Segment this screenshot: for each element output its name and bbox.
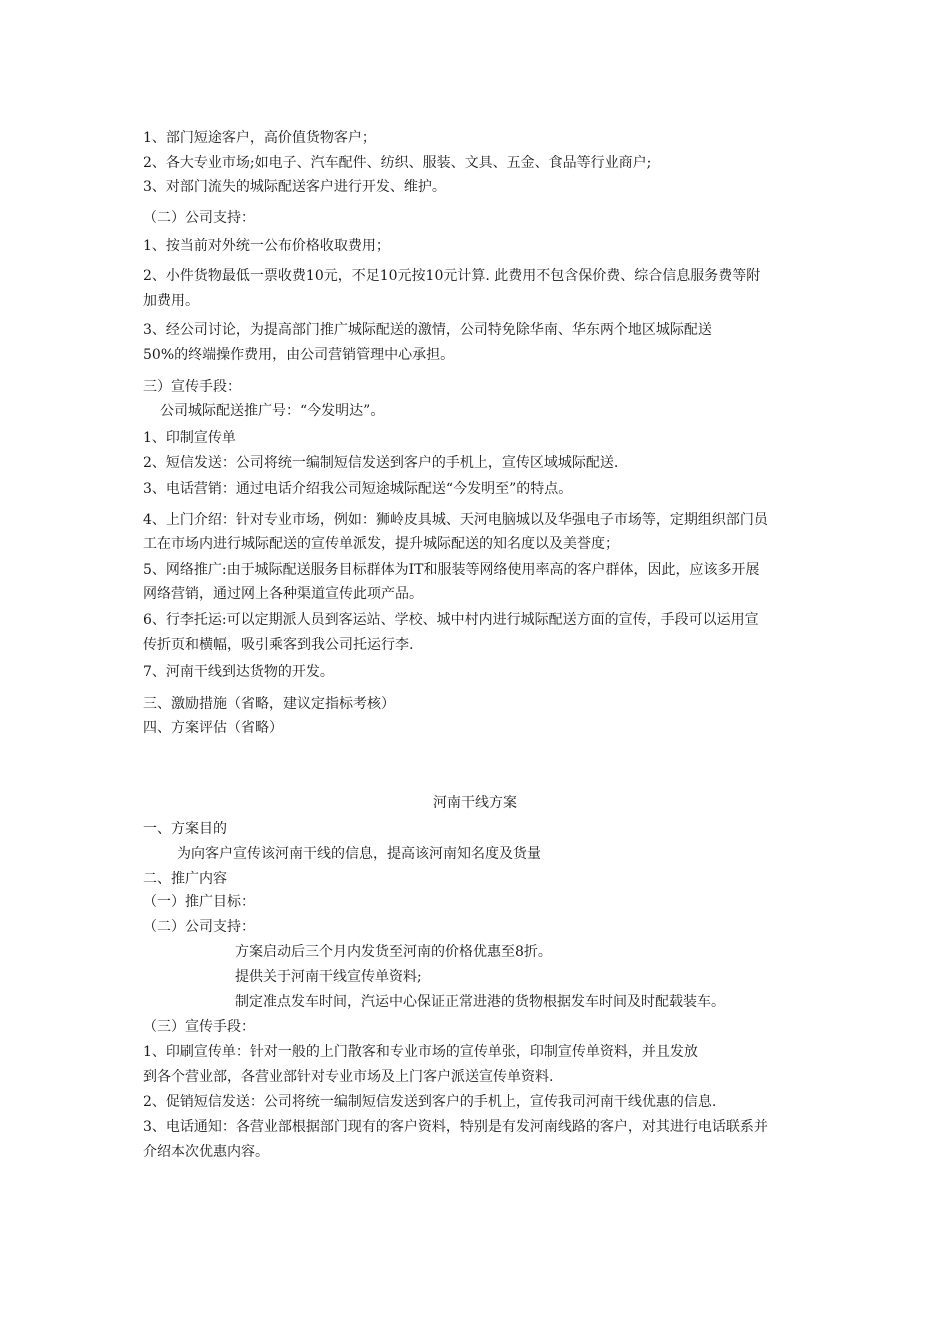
customer-item-3: 3、对部门流失的城际配送客户进行开发、维护。 xyxy=(143,179,446,195)
customer-item-1: 1、部门短途客户，高价值货物客户； xyxy=(143,130,376,146)
target-heading: （一）推广目标： xyxy=(143,894,255,910)
goal-text: 为向客户宣传该河南干线的信息，提高该河南知名度及货量 xyxy=(177,846,541,862)
incentive-heading: 三、激励措施（省略，建议定指标考核） xyxy=(143,696,395,712)
plan-promo-heading: （三）宣传手段： xyxy=(143,1019,255,1035)
plan-support-item-3: 制定准点发车时间，汽运中心保证正常进港的货物根据发车时间及时配载装车。 xyxy=(235,994,725,1010)
support-item-1: 1、按当前对外统一公布价格收取费用； xyxy=(143,238,390,254)
promo-item-2: 2、短信发送：公司将统一编制短信发送到客户的手机上，宣传区域城际配送. xyxy=(143,455,619,471)
promo-slogan: 公司城际配送推广号：“今发明达”。 xyxy=(160,403,385,419)
support-item-3: 3、经公司讨论，为提高部门推广城际配送的激情，公司特免除华南、华东两个地区城际配送 xyxy=(143,322,712,338)
promo-item-4: 4、上门介绍：针对专业市场，例如：狮岭皮具城、天河电脑城以及华强电子市场等，定期组织部门员 xyxy=(143,512,768,528)
promo-item-5-cont: 网络营销，通过网上各种渠道宣传此项产品。 xyxy=(143,586,423,602)
plan-promo-item-2: 2、促销短信发送：公司将统一编制短信发送到客户的手机上，宣传我司河南干线优惠的信息. xyxy=(143,1094,717,1110)
promo-item-4-cont: 工在市场内进行城际配送的宣传单派发，提升城际配送的知名度以及美誉度； xyxy=(143,536,619,552)
goal-heading: 一、方案目的 xyxy=(143,821,227,837)
plan-promo-item-1: 1、印刷宣传单：针对一般的上门散客和专业市场的宣传单张，印制宣传单资料，并且发放 xyxy=(143,1044,698,1060)
promo-item-6: 6、行李托运:可以定期派人员到客运站、学校、城中村内进行城际配送方面的宣传，手段可以运用宣 xyxy=(143,612,759,628)
plan-support-heading: （二）公司支持： xyxy=(143,919,255,935)
promo-item-1: 1、印制宣传单 xyxy=(143,430,236,446)
plan-promo-item-3-cont: 介绍本次优惠内容。 xyxy=(143,1144,269,1160)
promo-item-7: 7、河南干线到达货物的开发。 xyxy=(143,664,334,680)
promo-item-3: 3、电话营销：通过电话介绍我公司短途城际配送“今发明至”的特点。 xyxy=(143,481,573,497)
support-item-2: 2、小件货物最低一票收费10元，不足10元按10元计算. 此费用不包含保价费、综合信息服务费等附 xyxy=(143,268,761,284)
promo-heading: 三）宣传手段： xyxy=(143,379,241,395)
support-heading: （二）公司支持： xyxy=(143,210,255,226)
promo-item-6-cont: 传折页和横幅，吸引乘客到我公司托运行李. xyxy=(143,637,414,653)
plan-promo-item-1-cont: 到各个营业部，各营业部针对专业市场及上门客户派送宣传单资料. xyxy=(143,1069,554,1085)
customer-item-2: 2、各大专业市场;如电子、汽车配件、纺织、服装、文具、五金、食品等行业商户; xyxy=(143,155,652,171)
support-item-3-cont: 50%的终端操作费用，由公司营销管理中心承担。 xyxy=(143,347,455,363)
evaluation-heading: 四、方案评估（省略） xyxy=(143,720,283,736)
plan-promo-item-3: 3、电话通知：各营业部根据部门现有的客户资料，特别是有发河南线路的客户，对其进行电话联系并 xyxy=(143,1119,768,1135)
promo-item-5: 5、网络推广:由于城际配送服务目标群体为IT和服装等网络使用率高的客户群体，因此，应该多开展 xyxy=(143,562,760,578)
plan-support-item-1: 方案启动后三个月内发货至河南的价格优惠至8折。 xyxy=(235,944,552,960)
plan-support-item-2: 提供关于河南干线宣传单资料; xyxy=(235,969,422,985)
plan-title: 河南干线方案 xyxy=(433,795,517,811)
support-item-2-cont: 加费用。 xyxy=(143,293,199,309)
content-heading: 二、推广内容 xyxy=(143,871,227,887)
